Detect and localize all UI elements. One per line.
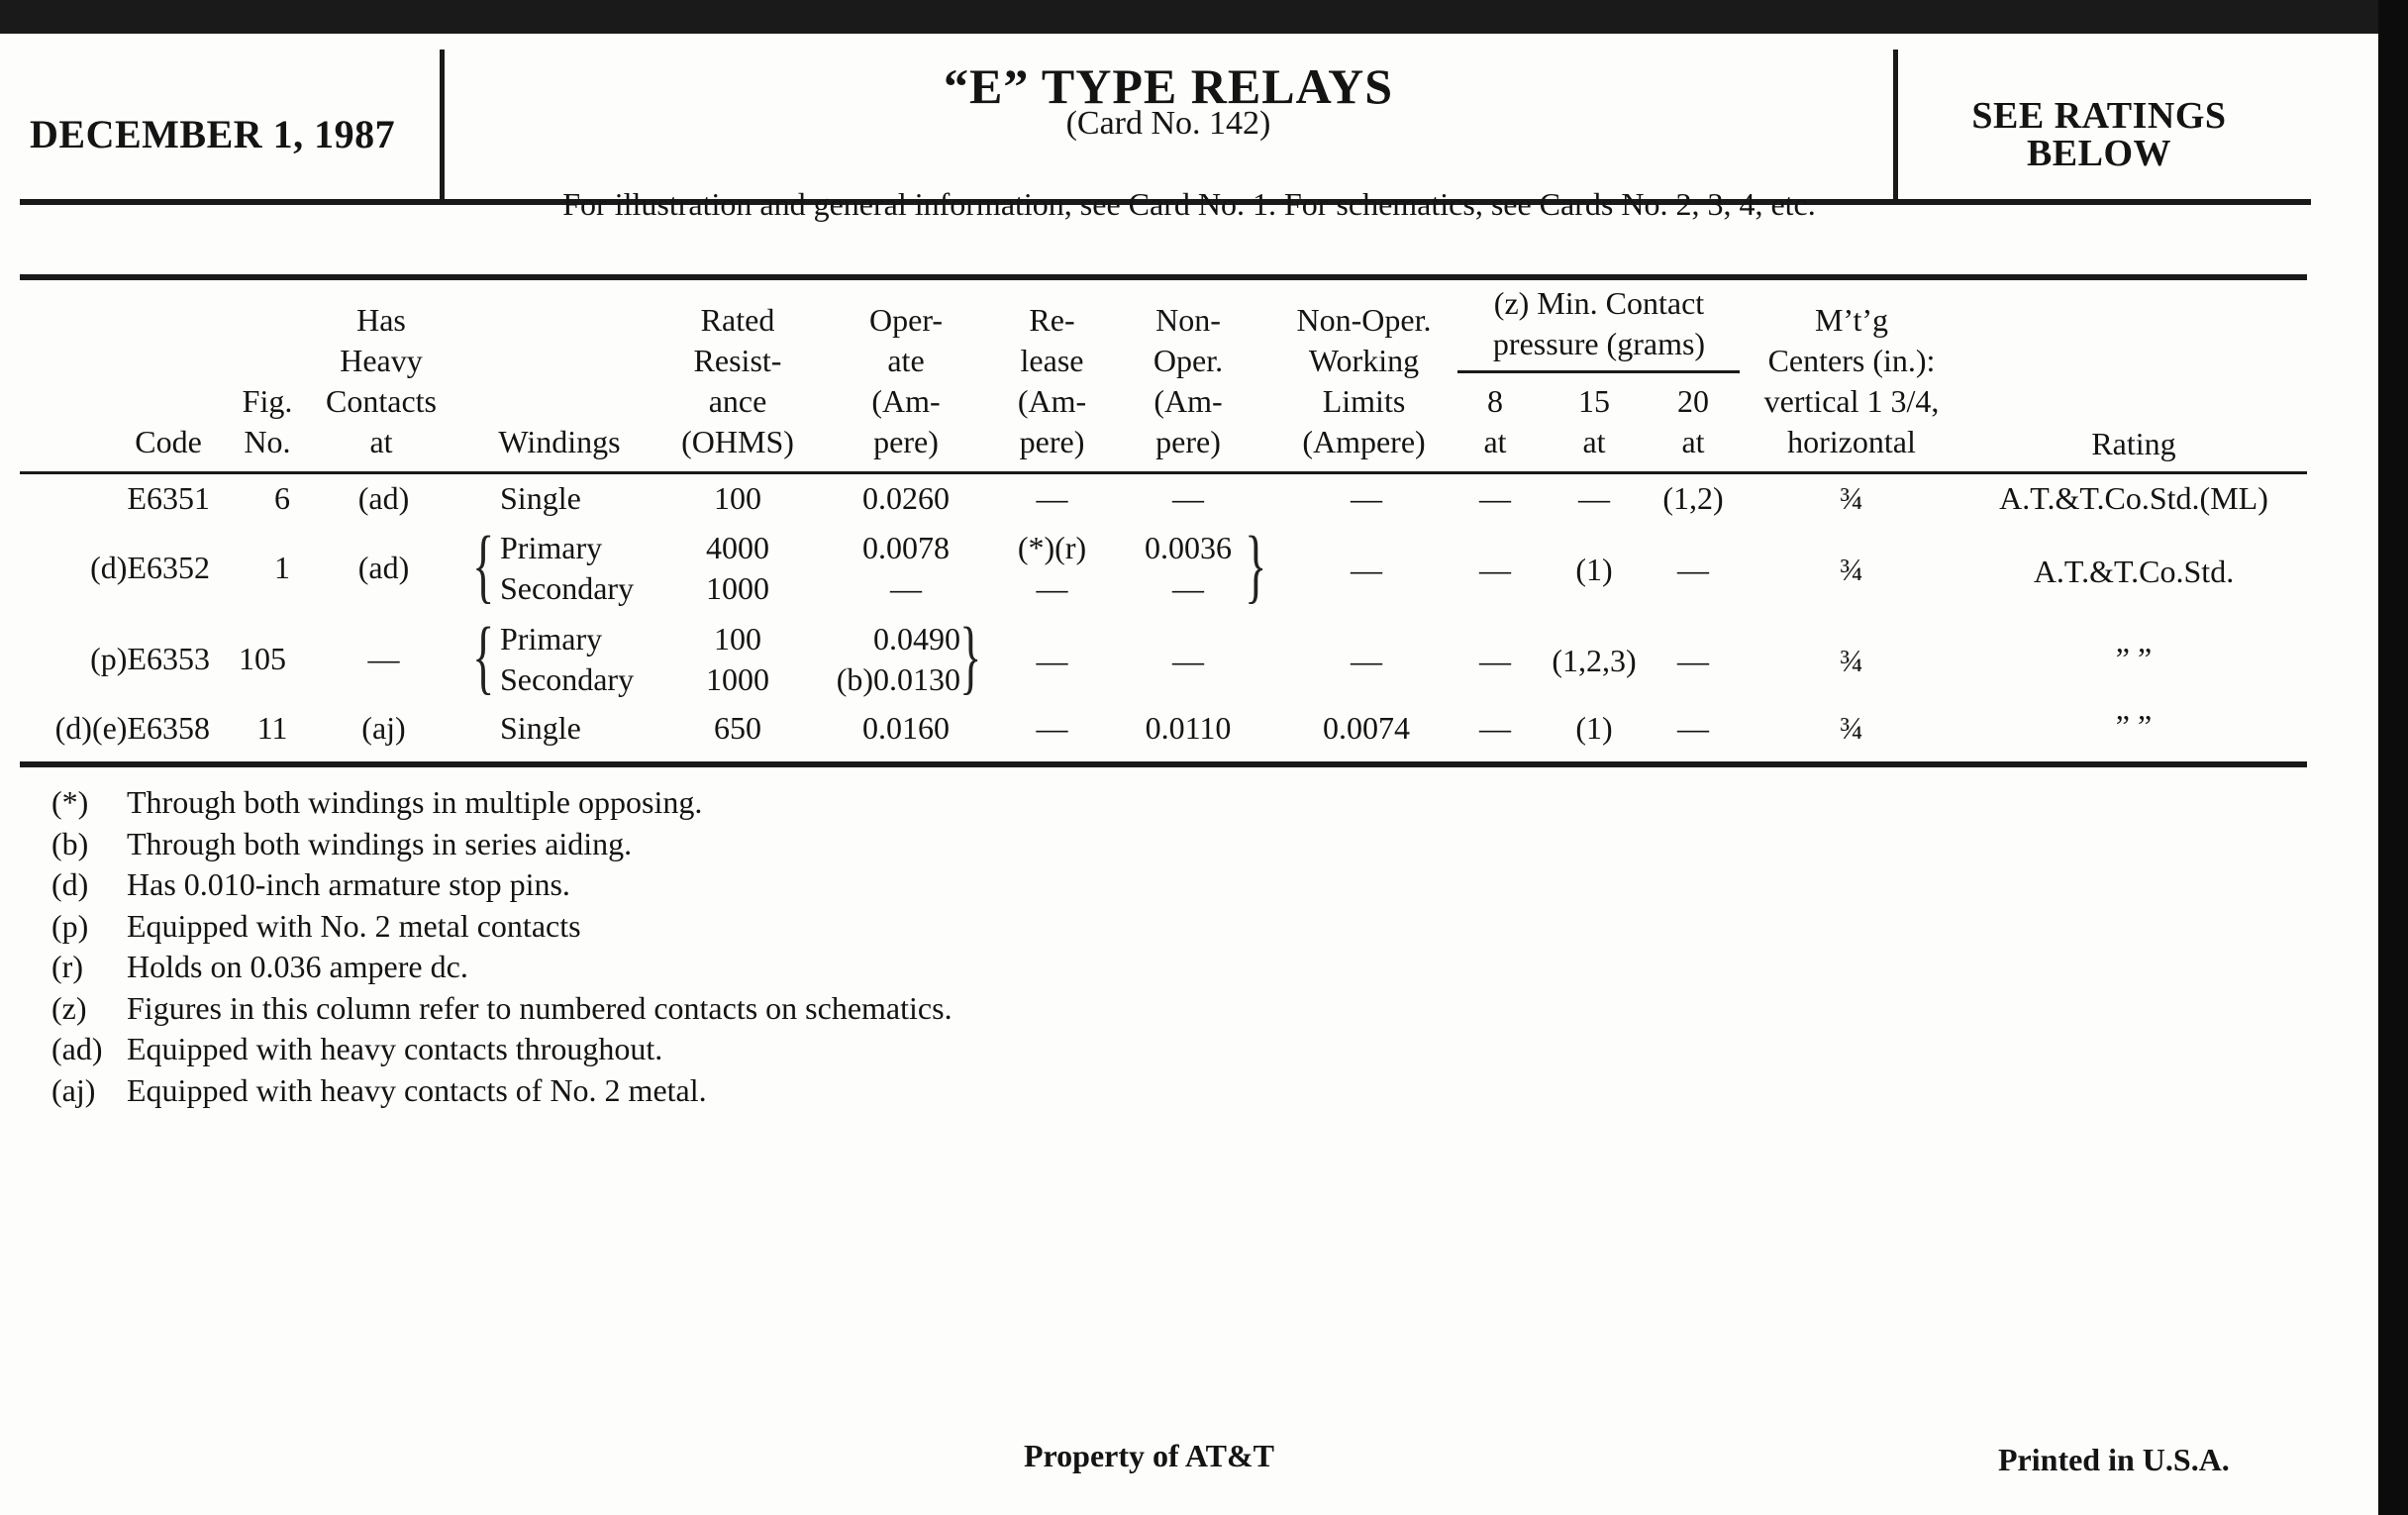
footnote-text: Has 0.010-inch armature stop pins. [127, 866, 570, 902]
left-brace-icon: { [472, 520, 495, 612]
col-working [1277, 300, 1451, 462]
ratings-line-2: BELOW [2026, 133, 2172, 174]
row-operate: 0.0160 [862, 710, 950, 746]
row-resist: 100 [714, 621, 761, 656]
col-heavy-line: Contacts [326, 383, 437, 419]
row-p8: — [1479, 643, 1511, 678]
header-divider-right [1893, 50, 1898, 200]
row-heavy: (aj) [361, 710, 406, 746]
table-bottom-rule [20, 761, 2307, 767]
col-p15-line: at [1582, 424, 1606, 459]
col-release-line: lease [1020, 343, 1084, 378]
col-operate-line: (Am- [871, 383, 941, 419]
col-p8-line: at [1483, 424, 1507, 459]
intro-text: For illustration and general information, see Card No. 1. For schematics, see Cards No. 2, 3, 4, etc. [562, 186, 1816, 222]
row-working: — [1351, 480, 1382, 516]
row-p8: — [1479, 552, 1511, 587]
footnote-item [51, 824, 953, 865]
row-winding: Primary [500, 621, 603, 656]
col-release [990, 300, 1114, 462]
row-operate: 0.0078 [862, 530, 950, 565]
row-p20: — [1677, 552, 1709, 587]
card-number: (Card No. 142) [1065, 105, 1271, 142]
col-heavy [307, 300, 455, 462]
row-nonoper: — [1172, 480, 1204, 516]
col-working-line: (Ampere) [1302, 424, 1426, 459]
footnote-item [51, 1029, 953, 1070]
row-winding: Single [500, 480, 581, 516]
row-operate: 0.0490 [873, 621, 960, 656]
col-heavy-line: Has [356, 302, 406, 338]
page-title: “E” TYPE RELAYS [943, 58, 1394, 114]
footnote-item [51, 988, 953, 1030]
row-fig: 6 [274, 480, 290, 516]
col-heavy-line: Heavy [340, 343, 423, 378]
ratings-note [1911, 97, 2287, 172]
row-code: E6351 [127, 480, 210, 516]
right-brace-icon: } [1245, 520, 1267, 612]
col-code: Code [135, 424, 202, 459]
col-mtg [1738, 300, 1965, 462]
row-code: (p)E6353 [90, 641, 210, 676]
col-mtg-line: M’t’g [1814, 302, 1889, 338]
col-release-line: (Am- [1017, 383, 1087, 419]
footnote-text: Equipped with heavy contacts throughout. [127, 1031, 663, 1066]
row-mtg: ¾ [1840, 480, 1863, 516]
col-p15-line: 15 [1578, 383, 1610, 419]
row-nonoper: 0.0036 [1145, 530, 1232, 565]
col-nonoper-line: pere) [1155, 424, 1221, 459]
row-release: — [1036, 710, 1068, 746]
row-release: — [1036, 480, 1068, 516]
row-fig: 1 [274, 550, 290, 585]
col-p20-line: 20 [1677, 383, 1709, 419]
row-winding: Secondary [500, 570, 635, 606]
col-release-line: Re- [1029, 302, 1075, 338]
col-mtg-line: horizontal [1787, 424, 1916, 459]
col-operate-line: ate [887, 343, 925, 378]
row-mtg: ¾ [1840, 643, 1863, 678]
row-release: (*)(r) [1017, 530, 1087, 565]
row-fig: 105 [239, 641, 286, 676]
row-nonoper: — [1172, 643, 1204, 678]
row-operate: 0.0260 [862, 480, 950, 516]
col-mtg-line: vertical 1 3/4, [1763, 383, 1940, 419]
row-release: — [1036, 643, 1068, 678]
col-nonoper [1124, 300, 1253, 462]
row-fig: 11 [256, 710, 288, 746]
col-mtg-line: Centers (in.): [1767, 343, 1936, 378]
col-working-line: Limits [1322, 383, 1406, 419]
column-header-rule [20, 471, 2307, 474]
row-p8: — [1479, 710, 1511, 746]
row-operate: — [890, 570, 922, 606]
row-resist: 1000 [706, 661, 769, 697]
footnote-key: (p) [51, 907, 89, 944]
row-resist: 4000 [706, 530, 769, 565]
col-rated [663, 300, 812, 462]
col-rated-line: Rated [700, 302, 775, 338]
row-p8: — [1479, 480, 1511, 516]
footnote-key: (aj) [51, 1071, 96, 1108]
row-nonoper: 0.0110 [1145, 710, 1232, 746]
footnote-key: (b) [51, 825, 89, 861]
scan-edge [2378, 0, 2408, 1515]
col-nonoper-line: Oper. [1153, 343, 1224, 378]
col-p20-line: at [1681, 424, 1705, 459]
relay-card [0, 34, 2378, 1515]
row-rating: A.T.&T.Co.Std. [2033, 554, 2235, 589]
row-winding: Single [500, 710, 581, 746]
col-p8 [1460, 381, 1530, 462]
row-winding: Secondary [500, 661, 635, 697]
row-p20: — [1677, 643, 1709, 678]
intro-rule [20, 274, 2307, 280]
col-p15 [1559, 381, 1629, 462]
footnote-item [51, 906, 953, 948]
left-brace-icon: { [472, 611, 495, 703]
col-nonoper-line: (Am- [1154, 383, 1223, 419]
col-operate-line: pere) [873, 424, 939, 459]
col-release-line: pere) [1019, 424, 1085, 459]
row-p20: — [1677, 710, 1709, 746]
row-mtg: ¾ [1840, 710, 1863, 746]
row-nonoper: — [1172, 570, 1204, 606]
printed-notice: Printed in U.S.A. [1998, 1442, 2230, 1477]
row-p15: (1,2,3) [1552, 643, 1637, 678]
row-rating: A.T.&T.Co.Std.(ML) [1999, 480, 2268, 516]
footnote-key: (z) [51, 989, 87, 1026]
col-fig [233, 381, 302, 462]
row-p20: (1,2) [1662, 480, 1724, 516]
footnote-key: (ad) [51, 1031, 103, 1066]
row-heavy: — [367, 641, 400, 676]
footnote-item [51, 1070, 953, 1112]
header-divider-left [440, 50, 445, 200]
right-brace-icon: } [959, 611, 982, 703]
col-p20 [1658, 381, 1728, 462]
col-windings: Windings [498, 424, 621, 459]
col-rating: Rating [2091, 426, 2176, 461]
footnote-key: (r) [51, 949, 83, 984]
footnote-text: Holds on 0.036 ampere dc. [127, 949, 468, 984]
row-p15: — [1578, 480, 1610, 516]
row-resist: 1000 [706, 570, 769, 606]
col-p8-line: 8 [1487, 383, 1503, 419]
row-heavy: (ad) [357, 480, 410, 516]
col-nonoper-line: Non- [1155, 302, 1221, 338]
footnote-text: Through both windings in series aiding. [127, 825, 633, 861]
col-rated-line: (OHMS) [681, 424, 794, 459]
property-notice: Property of AT&T [1024, 1438, 1274, 1473]
row-operate: (b)0.0130 [836, 661, 960, 697]
footnote-key: (d) [51, 866, 89, 902]
footnote-text: Equipped with No. 2 metal contacts [127, 907, 581, 944]
footnote-key: (*) [51, 784, 89, 820]
col-rated-line: ance [708, 383, 767, 419]
row-heavy: (ad) [357, 550, 410, 585]
footnote-text: Equipped with heavy contacts of No. 2 metal. [127, 1071, 707, 1108]
row-code: (d)(e)E6358 [54, 710, 210, 746]
col-fig-line: Fig. [242, 383, 293, 419]
row-mtg: ¾ [1840, 552, 1863, 587]
row-working: — [1351, 552, 1382, 587]
footnote-text: Figures in this column refer to numbered contacts on schematics. [127, 989, 953, 1026]
row-p15: (1) [1575, 552, 1613, 587]
col-contact-group-line: (z) Min. Contact [1493, 285, 1705, 321]
row-winding: Primary [500, 530, 603, 565]
row-resist: 650 [714, 710, 761, 746]
col-operate [842, 300, 970, 462]
card-date: DECEMBER 1, 1987 [30, 112, 396, 156]
row-resist: 100 [714, 480, 761, 516]
ratings-line-1: SEE RATINGS [1971, 95, 2227, 137]
row-rating: ” ” [2115, 708, 2153, 744]
row-rating: ” ” [2115, 641, 2153, 676]
row-working: 0.0074 [1323, 710, 1410, 746]
col-working-line: Working [1308, 343, 1420, 378]
footnote-text: Through both windings in multiple opposing. [127, 784, 703, 820]
footnote-item [51, 947, 953, 988]
row-working: — [1351, 643, 1382, 678]
col-operate-line: Oper- [869, 302, 943, 338]
col-rated-line: Resist- [693, 343, 782, 378]
row-code: (d)E6352 [90, 550, 210, 585]
col-contact-group-line: pressure (grams) [1492, 326, 1706, 361]
row-p15: (1) [1575, 710, 1613, 746]
footnote-item [51, 864, 953, 906]
col-contact-group [1455, 283, 1743, 364]
col-heavy-line: at [369, 424, 393, 459]
footnotes [51, 782, 953, 1111]
col-working-line: Non-Oper. [1296, 302, 1432, 338]
row-release: — [1036, 570, 1068, 606]
footnote-item [51, 782, 953, 824]
col-fig-line: No. [244, 424, 291, 459]
contact-group-rule [1457, 370, 1740, 373]
